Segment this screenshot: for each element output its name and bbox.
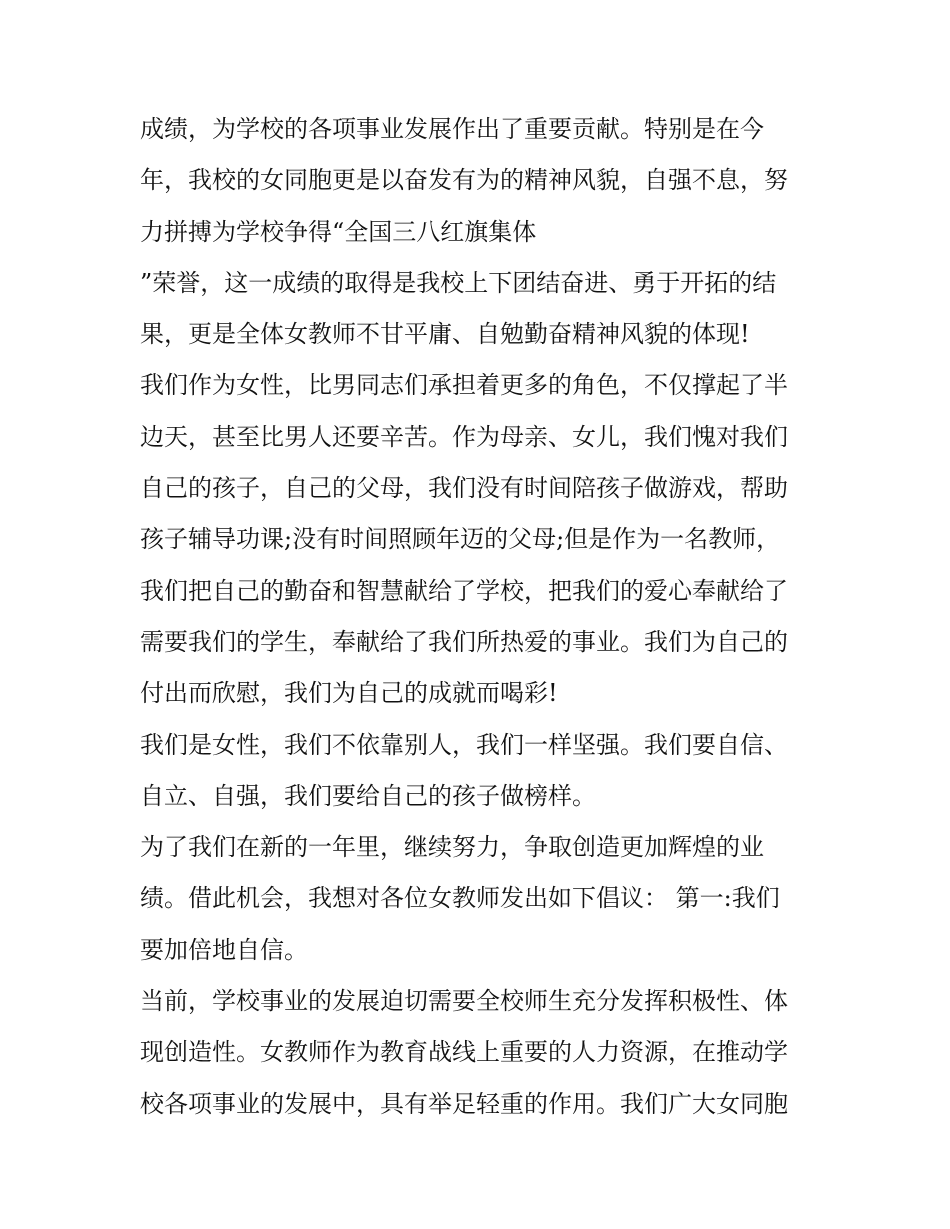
text-line: 要加倍地自信。: [140, 935, 308, 964]
text-line: 成绩，为学校的各项事业发展作出了重要贡献。特别是在今: [140, 115, 764, 143]
text-line: 校各项事业的发展中，具有举足轻重的作用。我们广大女同胞: [140, 1089, 788, 1118]
text-line: 自己的孩子，自己的父母，我们没有时间陪孩子做游戏，帮助: [140, 474, 788, 503]
text-line: 现创造性。女教师作为教育战线上重要的人力资源，在推动学: [140, 1038, 788, 1067]
text-line: 需要我们的学生，奉献给了我们所热爱的事业。我们为自己的: [140, 627, 788, 656]
text-line: 我们作为女性，比男同志们承担着更多的角色，不仅撑起了半: [140, 371, 788, 400]
document-body: [140, 104, 820, 1130]
text-line: 付出而欣慰，我们为自己的成就而喝彩!: [140, 679, 558, 708]
text-line: 孩子辅导功课;没有时间照顾年迈的父母;但是作为一名教师，: [140, 525, 781, 554]
text-line: 当前，学校事业的发展迫切需要全校师生充分发挥积极性、体: [140, 987, 788, 1016]
text-line: 我们是女性，我们不依靠别人，我们一样坚强。我们要自信、: [140, 730, 788, 759]
text-line: 绩。借此机会，我想对各位女教师发出如下倡议： 第一:我们: [140, 884, 780, 913]
text-line: 年，我校的女同胞更是以奋发有为的精神风貌，自强不息，努: [140, 166, 788, 195]
text-line: 边天，甚至比男人还要辛苦。作为母亲、女儿，我们愧对我们: [140, 422, 788, 451]
text-line: 为了我们在新的一年里，继续努力，争取创造更加辉煌的业: [140, 833, 764, 862]
text-line: 自立、自强，我们要给自己的孩子做榜样。: [140, 781, 596, 810]
text-line: 力拼搏为学校争得“全国三八红旗集体: [140, 217, 537, 246]
text-line: 我们把自己的勤奋和智慧献给了学校，把我们的爱心奉献给了: [140, 576, 788, 605]
text-line: ”荣誉，这一成绩的取得是我校上下团结奋进、勇于开拓的结: [140, 268, 777, 297]
text-line: 果，更是全体女教师不甘平庸、自勉勤奋精神风貌的体现!: [140, 320, 750, 349]
